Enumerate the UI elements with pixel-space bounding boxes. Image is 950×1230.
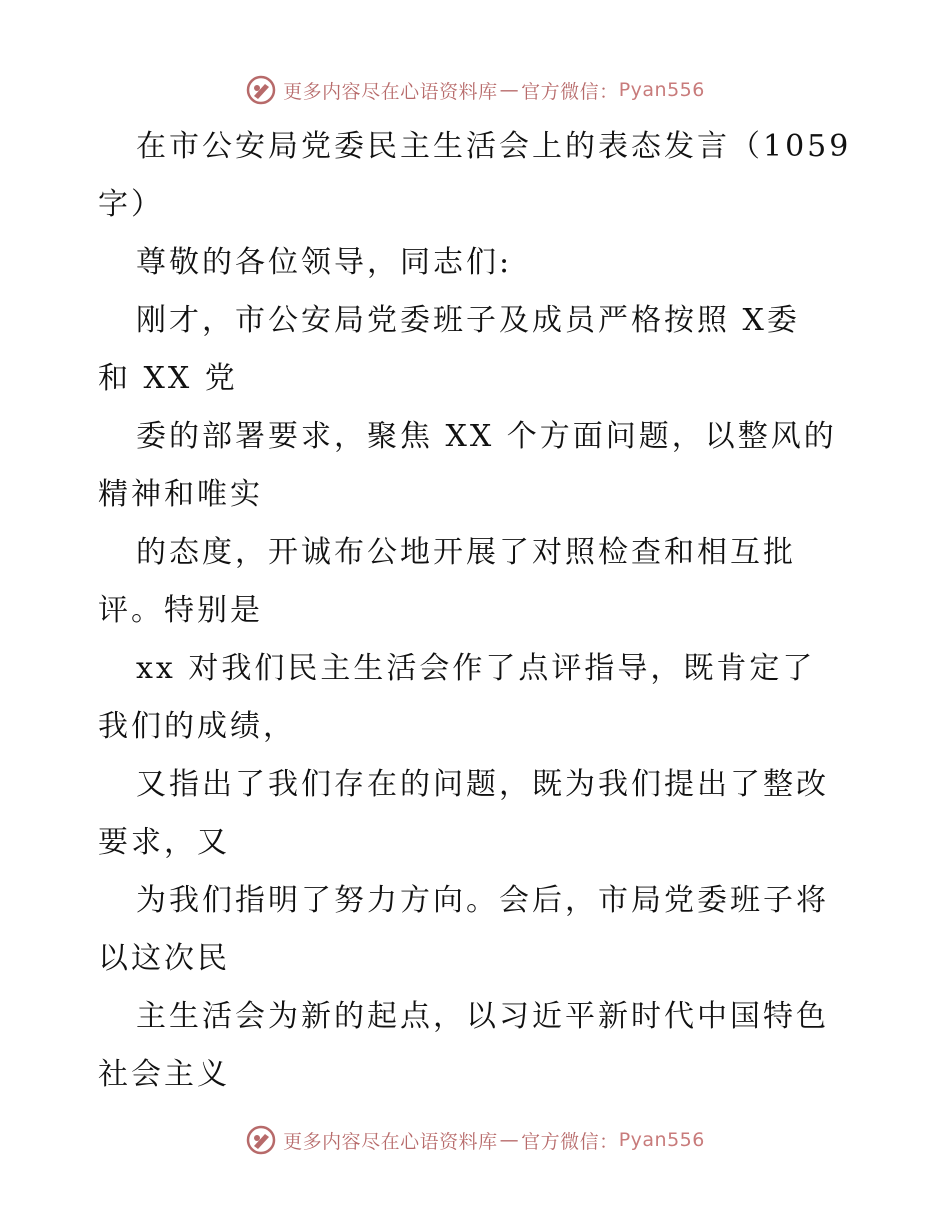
paragraph-line: 又指出了我们存在的问题，既为我们提出了整改 — [136, 767, 829, 802]
document-body — [98, 118, 858, 1104]
paragraph-line: 评。特别是 — [98, 593, 263, 628]
logo-icon — [245, 74, 277, 106]
paragraph-line: 主生活会为新的起点，以习近平新时代中国特色 — [136, 999, 829, 1034]
document-title-line-1: 在市公安局党委民主生活会上的表态发言（1059 — [136, 129, 852, 164]
paragraph-line: 我们的成绩， — [98, 709, 296, 744]
watermark-label: 官方微信： — [521, 1130, 619, 1153]
paragraph-line: 刚才，市公安局党委班子及成员严格按照 X委 — [136, 303, 800, 338]
watermark-separator: — — [499, 79, 520, 101]
watermark-account: Pyan556 — [618, 79, 705, 101]
watermark-brand-text: 更多内容尽在心语资料库 — [283, 80, 498, 103]
paragraph-line: 委的部署要求，聚焦 XX 个方面问题，以整风的 — [136, 419, 837, 454]
paragraph-line: 社会主义 — [98, 1057, 230, 1092]
paragraph-line: 和 XX 党 — [98, 361, 238, 396]
watermark-separator: — — [499, 1129, 520, 1151]
watermark-brand-text: 更多内容尽在心语资料库 — [283, 1130, 498, 1153]
logo-icon — [245, 1124, 277, 1156]
header-watermark — [0, 70, 950, 110]
document-title-line-2: 字） — [98, 187, 164, 222]
paragraph-line: xx 对我们民主生活会作了点评指导，既肯定了 — [136, 651, 816, 686]
paragraph-line: 以这次民 — [98, 941, 230, 976]
watermark-label: 官方微信： — [521, 80, 619, 103]
footer-watermark — [0, 1120, 950, 1160]
salutation: 尊敬的各位领导，同志们: — [136, 245, 513, 280]
paragraph-line: 的态度，开诚布公地开展了对照检查和相互批 — [136, 535, 796, 570]
watermark-account: Pyan556 — [618, 1129, 705, 1151]
paragraph-line: 为我们指明了努力方向。会后，市局党委班子将 — [136, 883, 829, 918]
paragraph-line: 精神和唯实 — [98, 477, 263, 512]
paragraph-line: 要求，又 — [98, 825, 230, 860]
